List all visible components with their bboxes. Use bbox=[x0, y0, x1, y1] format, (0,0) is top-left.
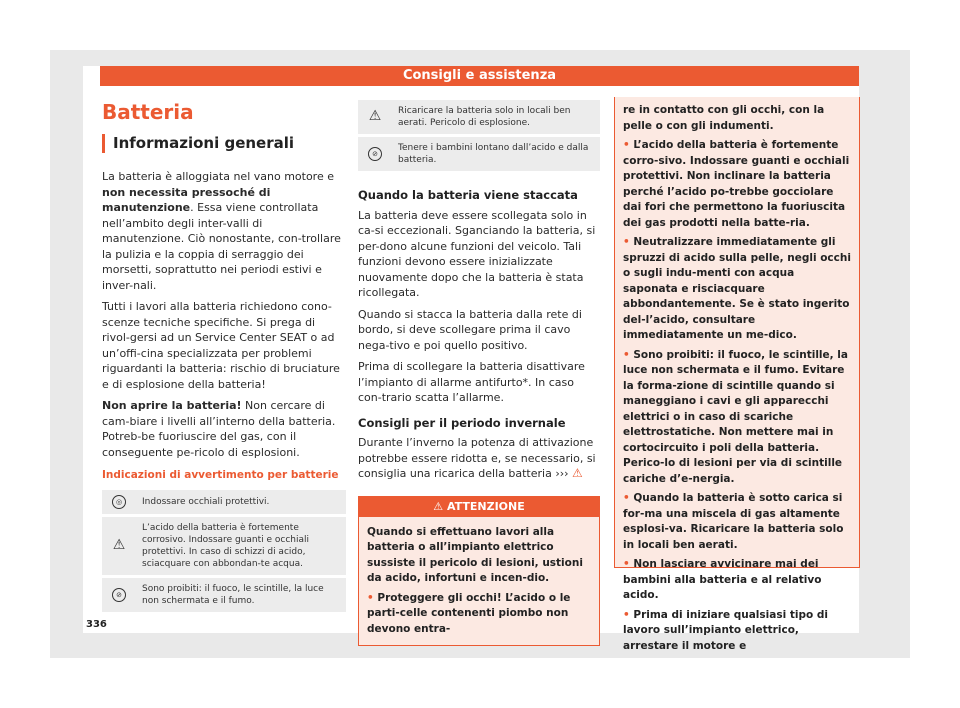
text-span: Durante l’inverno la potenza di attivazione potrebbe essere ridotta e, se necessario, si consiglia una ricarica della batteria ››› bbox=[358, 436, 596, 480]
text-span: Neutralizzare immediatamente gli spruzzi di acido sulla pelle, negli occhi o sugli indu-menti con acqua saponata e risciacquare abbondantemente. Se è stato ingerito del-l’acido, consultare immediatamente un me-dico. bbox=[623, 236, 851, 341]
list-item: • Prima di iniziare qualsiasi tipo di lavoro sull’impianto elettrico, arrestare il motore e bbox=[623, 608, 828, 652]
warning-table bbox=[358, 100, 600, 174]
attention-box bbox=[358, 496, 600, 647]
warning-triangle-icon: ⚠ bbox=[433, 499, 444, 513]
goggles-icon: ◎ bbox=[102, 490, 136, 516]
page-number: 336 bbox=[86, 619, 107, 630]
column-2 bbox=[358, 100, 600, 646]
attention-bullet: • Proteggere gli occhi! L’acido o le parti-celle contenenti piombo non devono entra- bbox=[367, 591, 571, 635]
text-span: Proteggere gli occhi! L’acido o le parti-celle contenenti piombo non devono entra- bbox=[367, 591, 571, 635]
warning-text: Indossare occhiali protettivi. bbox=[136, 490, 346, 516]
list-item: • L’acido della batteria è fortemente corro-sivo. Indossare guanti e occhiali protettivi. Non inclinare la batteria perché l’acido po-trebbe gocciolare dai fori che permettono la fuoriuscita dei gas prodotti nella batte-ria. bbox=[623, 139, 850, 229]
warning-text: Tenere i bambini lontano dall’acido e dalla batteria. bbox=[392, 136, 600, 173]
column-1 bbox=[102, 100, 346, 615]
attention-label: ATTENZIONE bbox=[446, 499, 525, 513]
attention-continuation bbox=[614, 97, 860, 652]
paragraph: Prima di scollegare la batteria disattivare l’impianto di allarme antifurto*. In caso con-trario scatta l’allarme. bbox=[358, 360, 585, 404]
paragraph: Quando si stacca la batteria dalla rete di bordo, si deve scollegare prima il cavo nega-tivo e poi quello positivo. bbox=[358, 307, 582, 352]
list-item: • Sono proibiti: il fuoco, le scintille, la luce non schermata e il fumo. Evitare la forma-zione di scintille quando si maneggiano i cavi e gli apparecchi elettrici o in caso di scariche elettrostatiche. Non mettere mai in cortocircuito i poli della batteria. Perico-lo di lesioni per via di scintille cariche d’e-nergia. bbox=[623, 348, 848, 485]
paragraph-winter bbox=[358, 435, 600, 482]
warning-heading: Indicazioni di avvertimento per batterie bbox=[102, 469, 339, 481]
paragraph-no-open bbox=[102, 398, 346, 460]
table-row bbox=[102, 490, 346, 516]
warning-text: L’acido della batteria è fortemente corrosivo. Indossare guanti e occhiali protettivi. In caso di schizzi di acido, sciacquare con abbondan-te acqua. bbox=[136, 515, 346, 576]
table-row bbox=[358, 136, 600, 173]
corrosive-icon: ⚠ bbox=[102, 515, 136, 576]
text-span: Prima di iniziare qualsiasi tipo di lavoro sull’impianto elettrico, arrestare il motore e bbox=[623, 608, 828, 652]
no-children-icon: ⊘ bbox=[358, 136, 392, 173]
text-span: Non cercare di cam-biare i livelli all’interno della batteria. Potreb-be fuoriuscire del gas, con il conseguente pe-ricolo di esplosioni. bbox=[102, 399, 336, 459]
bold-text: non necessita pressoché di manutenzione bbox=[102, 185, 271, 214]
no-fire-icon: ⊘ bbox=[102, 576, 136, 613]
table-row bbox=[102, 515, 346, 576]
warning-text: Sono proibiti: il fuoco, le scintille, la luce non schermata e il fumo. bbox=[136, 576, 346, 613]
column-3 bbox=[614, 97, 860, 652]
text-span: L’acido della batteria è fortemente corro-sivo. Indossare guanti e occhiali protettivi. Non inclinare la batteria perché l’acido po-trebbe gocciolare dai fori che permettono la fuoriuscita dei gas prodotti nella batte-ria. bbox=[623, 139, 850, 229]
attention-body bbox=[359, 517, 599, 646]
heading-winter: Consigli per il periodo invernale bbox=[358, 415, 566, 430]
chapter-header: Consigli e assistenza bbox=[100, 66, 859, 86]
text-span: Quando la batteria è sotto carica si for-ma una miscela di gas altamente esplosi-va. Ricaricare la batteria solo in locali ben aerati. bbox=[623, 492, 844, 551]
heading-disconnected: Quando la batteria viene staccata bbox=[358, 188, 578, 202]
text-span: La batteria è alloggiata nel vano motore e bbox=[102, 170, 334, 183]
text-span: Sono proibiti: il fuoco, le scintille, la luce non schermata e il fumo. Evitare la forma-zione di scintille quando si maneggiano i cavi e gli apparecchi elettrici o in caso di scariche elettrostatiche. Non mettere mai in cortocircuito i poli della batteria. Perico-lo di lesioni per via di scintille cariche d’e-nergia. bbox=[623, 348, 848, 485]
section-title: Batteria bbox=[102, 100, 194, 124]
text-span: Non lasciare avvicinare mai dei bambini alla batteria e al relativo acido. bbox=[623, 558, 822, 601]
list-item: • Neutralizzare immediatamente gli spruzzi di acido sulla pelle, negli occhi o sugli indu-menti con acqua saponata e risciacquare abbondantemente. Se è stato ingerito del-l’acido, consultare immediatamente un me-dico. bbox=[623, 236, 851, 341]
list-item: • Non lasciare avvicinare mai dei bambini alla batteria e al relativo acido. bbox=[623, 558, 822, 601]
table-row bbox=[102, 576, 346, 613]
continuation-text: re in contatto con gli occhi, con la pelle o con gli indumenti. bbox=[623, 104, 825, 132]
text-span: . Essa viene controllata nell’ambito degli inter-valli di manutenzione. Ciò nonostante, con-trollare la pulizia e la coppia di serraggio dei morsetti, soprattutto nei periodi estivi e inver-nali. bbox=[102, 201, 341, 292]
warning-text: Ricaricare la batteria solo in locali ben aerati. Pericolo di esplosione. bbox=[392, 100, 600, 136]
attention-paragraph: Quando si effettuano lavori alla batteria o all’impianto elettrico sussiste il pericolo di lesioni, ustioni da acido, infortuni e incen-dio. bbox=[367, 525, 583, 584]
warning-triangle-icon: ⚠ bbox=[572, 466, 583, 480]
bold-text: Non aprire la batteria! bbox=[102, 399, 242, 412]
table-row bbox=[358, 100, 600, 136]
explosive-icon: ⚠ bbox=[358, 100, 392, 136]
section-subtitle: Informazioni generali bbox=[102, 134, 346, 153]
warning-table bbox=[102, 490, 346, 615]
paragraph: La batteria deve essere scollegata solo in ca-si eccezionali. Sganciando la batteria, si per-dono alcune funzioni del veicolo. Tali funzioni devono essere inizializzate nuovamente dopo che la batteria è stata ricollegata. bbox=[358, 208, 596, 299]
paragraph-intro bbox=[102, 169, 346, 293]
list-item: • Quando la batteria è sotto carica si for-ma una miscela di gas altamente esplosi-va. Ricaricare la batteria solo in locali ben aerati. bbox=[623, 492, 844, 551]
paragraph-service: Tutti i lavori alla batteria richiedono cono-scenze tecniche specifiche. Si prega di rivol-gersi ad un Service Center SEAT o ad un’offi-cina specializzata per problemi riguardanti la batteria: rischio di bruciature e di esplosione della batteria! bbox=[102, 300, 340, 391]
attention-header bbox=[359, 497, 599, 517]
